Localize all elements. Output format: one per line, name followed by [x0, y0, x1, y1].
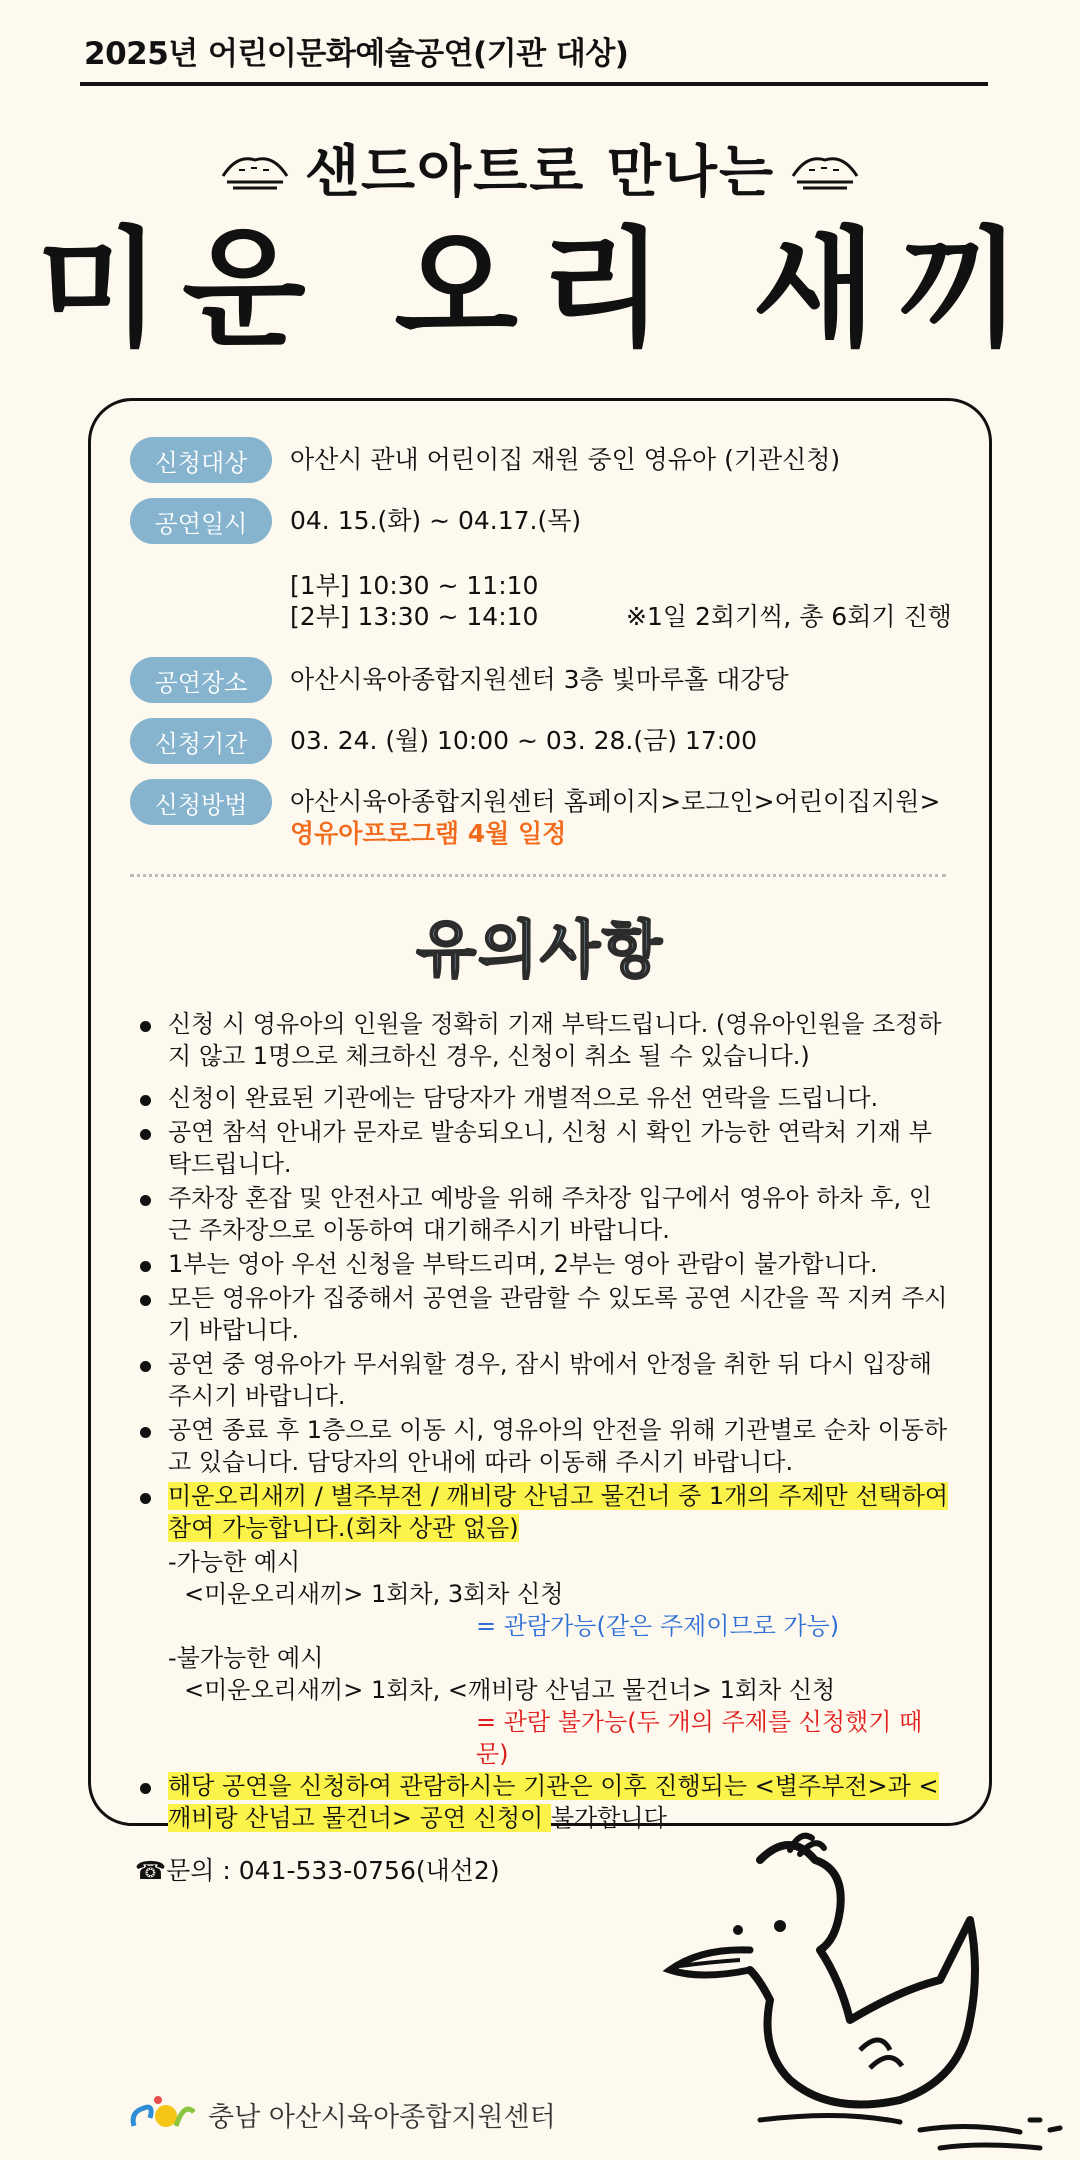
last-rule-rest: 불가합니다.	[550, 1804, 675, 1832]
dotted-divider	[130, 874, 946, 877]
ok-example: <미운오리새끼> 1회차, 3회차 신청	[184, 1580, 564, 1608]
list-item: 신청 시 영유아의 인원을 정확히 기재 부탁드립니다. (영유아인원을 조정하지 않고 1명으로 체크하신 경우, 신청이 취소 될 수 있습니다.)	[140, 1008, 952, 1072]
header-title: 2025년 어린이문화예술공연(기관 대상)	[84, 36, 629, 72]
list-item: 모든 영유아가 집중해서 공연을 관람할 수 있도록 공연 시간을 꼭 지켜 주시기 바랍니다.	[140, 1282, 952, 1346]
value-session1: [1부] 10:30 ~ 11:10	[290, 571, 539, 600]
subtitle-row	[0, 128, 1080, 208]
value-target: 아산시 관내 어린이집 재원 중인 영유아 (기관신청)	[290, 445, 841, 474]
list-item: 공연 종료 후 1층으로 이동 시, 영유아의 안전을 위해 기관별로 순차 이동하고 있습니다. 담당자의 안내에 따라 이동해 주시기 바랍니다.	[140, 1414, 952, 1478]
value-date: 04. 15.(화) ~ 04.17.(목)	[290, 506, 582, 535]
value-method-link: 영유아프로그램 4월 일정	[290, 819, 567, 848]
sand-art-icon	[219, 146, 291, 190]
notice-list	[140, 1008, 952, 1836]
center-logo-icon	[128, 2092, 198, 2136]
contact-info	[135, 1851, 500, 1887]
ok-result: = 관람가능(같은 주제이므로 가능)	[476, 1612, 840, 1640]
value-method: 아산시육아종합지원센터 홈페이지>로그인>어린이집지원>	[290, 787, 941, 816]
list-item-last	[140, 1770, 952, 1834]
phone-icon: ☎	[135, 1856, 167, 1885]
notice-title: 유의사항	[416, 913, 664, 986]
value-period: 03. 24. (월) 10:00 ~ 03. 28.(금) 17:00	[290, 726, 758, 755]
list-item: 공연 참석 안내가 문자로 발송되오니, 신청 시 확인 가능한 연락처 기재 부탁드립니다.	[140, 1116, 952, 1180]
label-target: 신청대상	[130, 437, 272, 483]
list-item: 신청이 완료된 기관에는 담당자가 개별적으로 유선 연락을 드립니다.	[140, 1082, 952, 1114]
list-item: 주차장 혼잡 및 안전사고 예방을 위해 주차장 입구에서 영유아 하차 후, 인근 주차장으로 이동하여 대기해주시기 바랍니다.	[140, 1182, 952, 1246]
ng-result: = 관람 불가능(두 개의 주제를 신청했기 때문)	[476, 1708, 923, 1768]
list-item: 공연 중 영유아가 무서워할 경우, 잠시 밖에서 안정을 취한 뒤 다시 입장해주시기 바랍니다.	[140, 1348, 952, 1412]
ng-example-title: -불가능한 예시	[168, 1644, 324, 1672]
duck-illustration-icon	[640, 1830, 1080, 2160]
value-session-note: ※1일 2회기씩, 총 6회기 진행	[626, 602, 952, 631]
subtitle: 샌드아트로 만나는	[304, 140, 776, 205]
ok-example-title: -가능한 예시	[168, 1548, 301, 1576]
label-period: 신청기간	[130, 718, 272, 764]
footer-logo	[128, 2092, 556, 2136]
ng-example: <미운오리새끼> 1회차, <깨비랑 산넘고 물건너> 1회차 신청	[184, 1676, 836, 1704]
highlight-last-rule: 해당 공연을 신청하여 관람하시는 기관은 이후 진행되는 <별주부전>과 <깨비랑 산넘고 물건너> 공연 신청이	[168, 1772, 939, 1832]
contact-text: 문의 : 041-533-0756(내선2)	[166, 1856, 500, 1885]
label-method: 신청방법	[130, 779, 272, 825]
footer-text: 충남 아산시육아종합지원센터	[208, 2101, 556, 2133]
label-venue: 공연장소	[130, 657, 272, 703]
value-session2: [2부] 13:30 ~ 14:10	[290, 602, 539, 631]
header-divider	[80, 82, 988, 86]
highlight-theme-rule: 미운오리새끼 / 별주부전 / 깨비랑 산넘고 물건너 중 1개의 주제만 선택하여 참여 가능합니다.(회차 상관 없음)	[168, 1482, 949, 1542]
label-date: 공연일시	[130, 498, 272, 544]
list-item: 1부는 영아 우선 신청을 부탁드리며, 2부는 영아 관람이 불가합니다.	[140, 1248, 952, 1280]
sand-art-icon	[789, 146, 861, 190]
main-title: 미운 오리 새끼	[36, 215, 1044, 364]
list-item-theme	[140, 1480, 952, 1544]
value-venue: 아산시육아종합지원센터 3층 빛마루홀 대강당	[290, 665, 789, 694]
